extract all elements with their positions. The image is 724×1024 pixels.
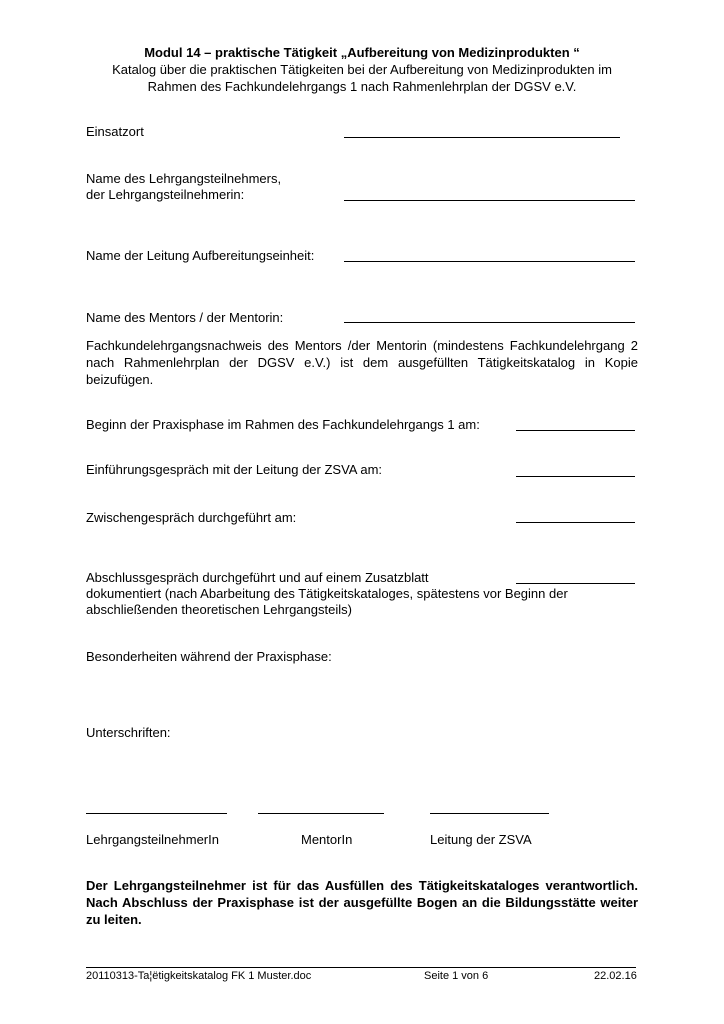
abschluss-label-line1: Abschlussgespräch durchgeführt und auf einem Zusatzblatt (86, 570, 429, 585)
signature-line-leitung[interactable] (430, 813, 549, 814)
beginn-date-field[interactable] (516, 430, 635, 431)
document-title: Modul 14 – praktische Tätigkeit „Aufbereitung von Medizinprodukten “ (144, 45, 580, 60)
abschluss-label-line3: abschließenden theoretischen Lehrgangsteils) (86, 602, 352, 617)
mentor-label: Name des Mentors / der Mentorin: (86, 310, 284, 325)
document-subtitle-line1: Katalog über die praktischen Tätigkeiten bei der Aufbereitung von Medizinprodukten im (112, 62, 612, 77)
einsatzort-label: Einsatzort (86, 124, 144, 139)
document-header (60, 44, 664, 95)
teilnehmer-label-line1: Name des Lehrgangsteilnehmers, (86, 171, 282, 186)
responsibility-notice: Der Lehrgangsteilnehmer ist für das Ausfüllen des Tätigkeitskataloges verantwortlich. Nach Abschluss der Praxisphase ist der ausgefüllte Bogen an die Bildungsstätte weiter zu leiten. (86, 878, 638, 927)
signature-caption-mentor: MentorIn (301, 832, 353, 847)
mentor-field[interactable] (344, 322, 635, 323)
zwischen-date-field[interactable] (516, 522, 635, 523)
leitung-label: Name der Leitung Aufbereitungseinheit: (86, 248, 315, 263)
footer-page-number: Seite 1 von 6 (424, 970, 489, 982)
nachweis-paragraph: Fachkundelehrgangsnachweis des Mentors /der Mentorin (mindestens Fachkundelehrgang 2 nach Rahmenlehrplan der DGSV e.V.) ist dem ausgefüllten Tätigkeitskatalog in Kopie beizufügen. (86, 338, 638, 387)
signature-caption-leitung: Leitung der ZSVA (430, 832, 532, 847)
leitung-field[interactable] (344, 261, 635, 262)
besonderheiten-label: Besonderheiten während der Praxisphase: (86, 649, 332, 664)
signature-caption-teilnehmer: LehrgangsteilnehmerIn (86, 832, 219, 847)
footer-date: 22.02.16 (594, 970, 637, 982)
einsatzort-field[interactable] (344, 137, 620, 138)
signature-line-teilnehmer[interactable] (86, 813, 227, 814)
einfuehrung-label: Einführungsgespräch mit der Leitung der ZSVA am: (86, 462, 383, 477)
signature-line-mentor[interactable] (258, 813, 384, 814)
teilnehmer-field[interactable] (344, 200, 635, 201)
zwischen-label: Zwischengespräch durchgeführt am: (86, 510, 297, 525)
einfuehrung-date-field[interactable] (516, 476, 635, 477)
footer-filename: 20110313-Ta¦ëtigkeitskatalog FK 1 Muster.doc (86, 970, 312, 982)
document-subtitle-line2: Rahmen des Fachkundelehrgangs 1 nach Rahmenlehrplan der DGSV e.V. (147, 79, 577, 94)
abschluss-date-field[interactable] (516, 583, 635, 584)
abschluss-label-line2: dokumentiert (nach Abarbeitung des Tätigkeitskataloges, spätestens vor Beginn der (86, 586, 568, 601)
beginn-label: Beginn der Praxisphase im Rahmen des Fachkundelehrgangs 1 am: (86, 417, 480, 432)
footer-rule (86, 967, 636, 968)
teilnehmer-label-line2: der Lehrgangsteilnehmerin: (86, 187, 245, 202)
unterschriften-label: Unterschriften: (86, 725, 171, 740)
